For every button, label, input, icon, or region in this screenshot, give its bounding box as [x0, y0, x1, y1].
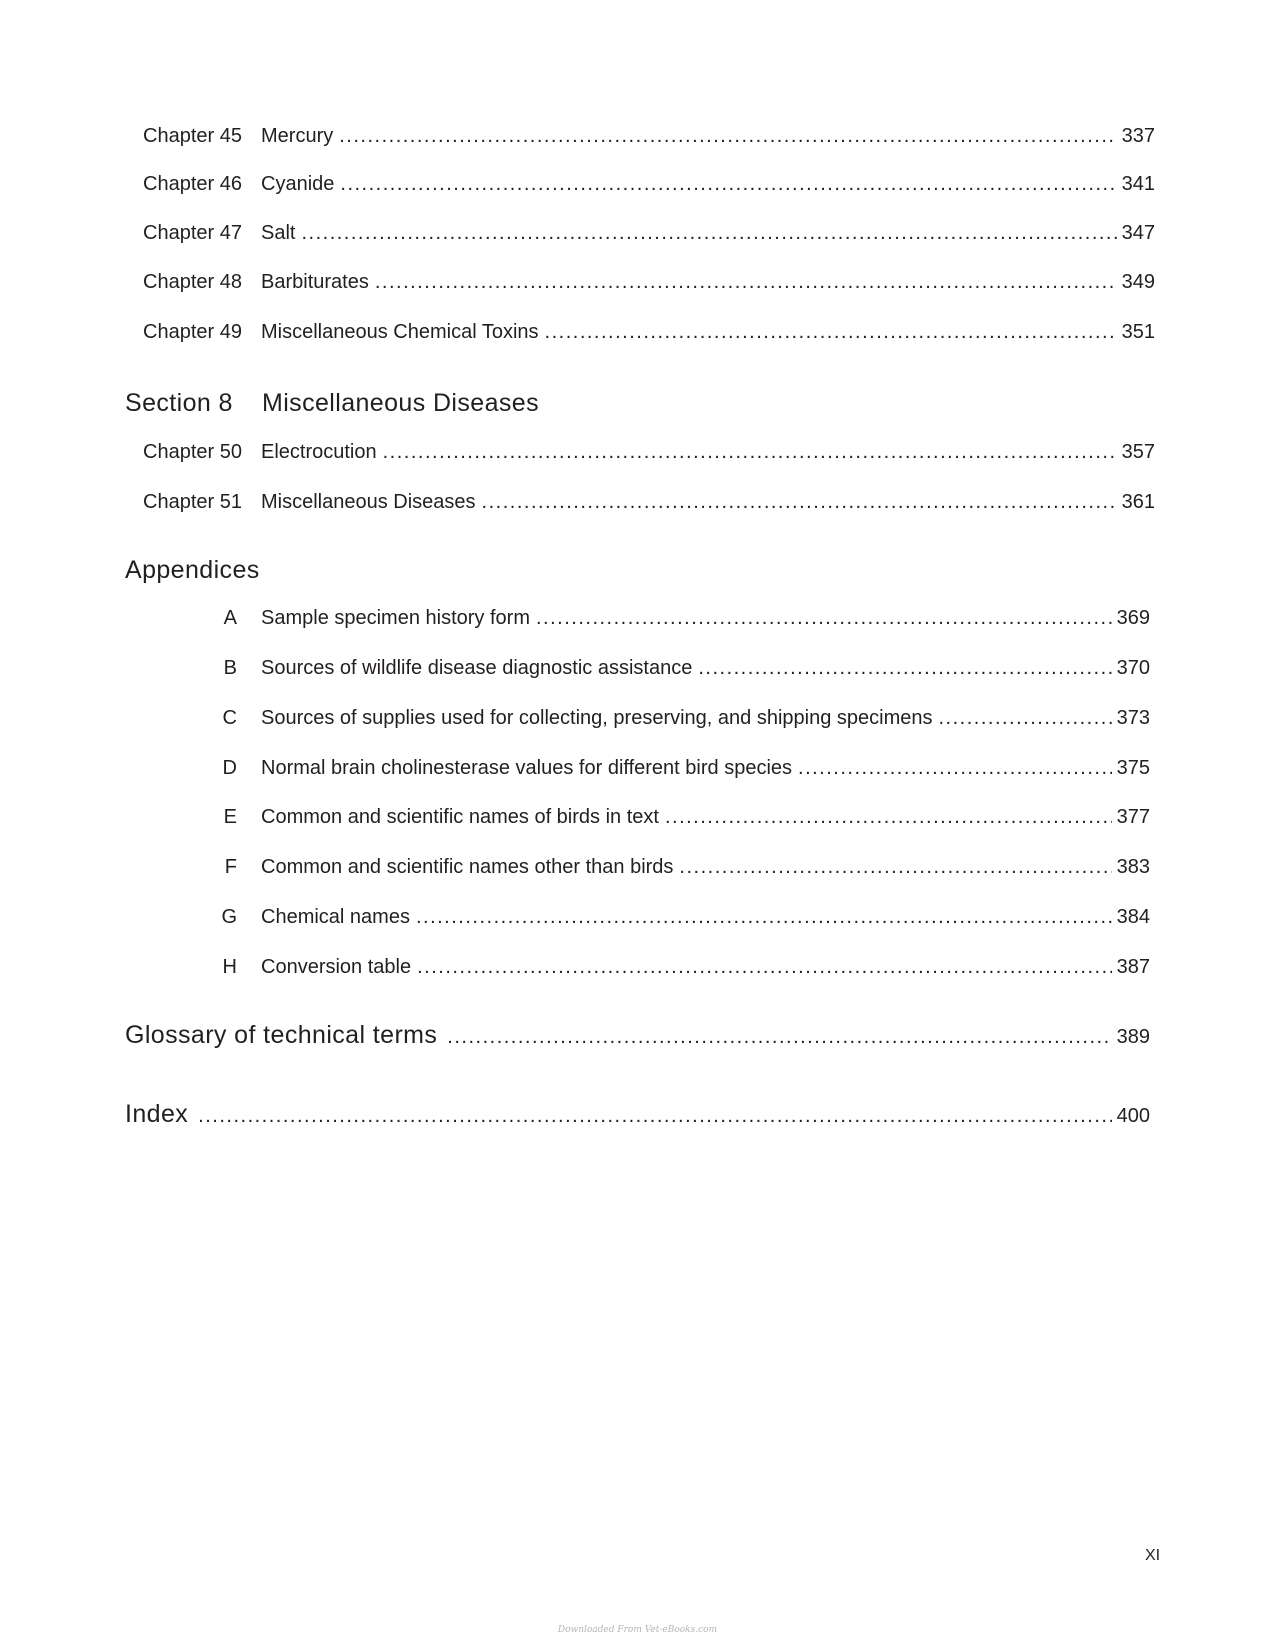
chapter-title: Barbiturates — [261, 271, 369, 293]
toc-entry-chapter-45[interactable] — [143, 124, 1155, 148]
chapter-title: Miscellaneous Diseases — [261, 491, 476, 513]
page-number: 370 — [1116, 657, 1150, 679]
appendix-title: Normal brain cholinesterase values for different bird species — [261, 757, 793, 779]
section-heading — [125, 388, 539, 418]
appendix-title: Common and scientific names of birds in text — [261, 806, 659, 828]
toc-entry-appendix-d[interactable] — [143, 756, 1150, 780]
chapter-title: Salt — [261, 222, 296, 244]
chapter-number: Chapter 46 — [143, 173, 242, 195]
appendix-title: Common and scientific names other than birds — [261, 856, 674, 878]
page-number: 383 — [1116, 856, 1150, 878]
chapter-title: Miscellaneous Chemical Toxins — [261, 321, 539, 343]
appendix-title: Sources of supplies used for collecting, preserving, and shipping specimens — [261, 707, 933, 729]
page-number: 337 — [1121, 125, 1155, 147]
chapter-title: Cyanide — [261, 173, 335, 195]
dot-leader — [698, 656, 1111, 680]
dot-leader — [545, 320, 1117, 344]
page-number: 389 — [1116, 1026, 1150, 1048]
dot-leader — [383, 440, 1117, 464]
page-number: 373 — [1116, 707, 1150, 729]
chapter-number: Chapter 51 — [143, 491, 242, 513]
toc-entry-chapter-49[interactable] — [143, 320, 1155, 344]
chapter-number: Chapter 45 — [143, 125, 242, 147]
chapter-number: Chapter 50 — [143, 441, 242, 463]
chapter-number: Chapter 49 — [143, 321, 242, 343]
page-number: 387 — [1116, 956, 1150, 978]
toc-entry-chapter-50[interactable] — [143, 440, 1155, 464]
toc-entry-glossary[interactable] — [125, 1020, 1150, 1050]
dot-leader — [665, 805, 1112, 829]
appendix-title: Sources of wildlife disease diagnostic assistance — [261, 657, 693, 679]
page-number: 347 — [1121, 222, 1155, 244]
chapter-title: Mercury — [261, 125, 334, 147]
page-number: 377 — [1116, 806, 1150, 828]
appendix-letter: F — [224, 856, 237, 878]
glossary-title: Glossary of technical terms — [125, 1021, 438, 1049]
section-title: Miscellaneous Diseases — [262, 389, 539, 417]
section-number: Section 8 — [125, 389, 233, 417]
appendices-heading: Appendices — [125, 556, 260, 584]
toc-entry-appendix-a[interactable] — [143, 606, 1150, 630]
dot-leader — [536, 606, 1112, 630]
appendix-letter: H — [222, 956, 237, 978]
appendix-letter: D — [222, 757, 237, 779]
toc-entry-index[interactable] — [125, 1099, 1150, 1129]
appendix-title: Conversion table — [261, 956, 412, 978]
dot-leader — [301, 221, 1116, 245]
page-number: 351 — [1121, 321, 1155, 343]
dot-leader — [417, 955, 1112, 979]
index-title: Index — [125, 1100, 189, 1128]
page-number: 361 — [1121, 491, 1155, 513]
toc-entry-appendix-b[interactable] — [143, 656, 1150, 680]
chapter-number: Chapter 47 — [143, 222, 242, 244]
dot-leader — [339, 124, 1116, 148]
folio-page-number: XI — [1145, 1547, 1161, 1564]
toc-entry-chapter-46[interactable] — [143, 172, 1155, 196]
appendix-letter: C — [222, 707, 237, 729]
page-number: 341 — [1121, 173, 1155, 195]
page-number: 357 — [1121, 441, 1155, 463]
appendix-title: Chemical names — [261, 906, 410, 928]
page-number: 369 — [1116, 607, 1150, 629]
dot-leader — [938, 706, 1111, 730]
dot-leader — [482, 490, 1117, 514]
page-number: 384 — [1116, 906, 1150, 928]
page-number: 400 — [1116, 1105, 1150, 1127]
toc-entry-appendix-g[interactable] — [143, 905, 1150, 929]
appendix-letter: E — [223, 806, 237, 828]
appendix-letter: B — [223, 657, 237, 679]
watermark: Downloaded From Vet-eBooks.com — [557, 1625, 718, 1635]
dot-leader — [375, 270, 1117, 294]
toc-entry-chapter-47[interactable] — [143, 221, 1155, 245]
toc-entry-chapter-48[interactable] — [143, 270, 1155, 294]
chapter-number: Chapter 48 — [143, 271, 242, 293]
appendix-letter: A — [223, 607, 237, 629]
dot-leader — [340, 172, 1116, 196]
toc-entry-appendix-h[interactable] — [143, 955, 1150, 979]
toc-entry-appendix-f[interactable] — [143, 855, 1150, 879]
appendix-letter: G — [221, 906, 237, 928]
dot-leader — [679, 855, 1111, 879]
page-number: 375 — [1116, 757, 1150, 779]
toc-entry-appendix-c[interactable] — [143, 706, 1150, 730]
dot-leader — [198, 1105, 1111, 1128]
dot-leader — [447, 1026, 1111, 1049]
toc-entry-appendix-e[interactable] — [143, 805, 1150, 829]
chapter-title: Electrocution — [261, 441, 377, 463]
page-number: 349 — [1121, 271, 1155, 293]
toc-entry-chapter-51[interactable] — [143, 490, 1155, 514]
dot-leader — [798, 756, 1112, 780]
dot-leader — [416, 905, 1112, 929]
appendix-title: Sample specimen history form — [261, 607, 530, 629]
